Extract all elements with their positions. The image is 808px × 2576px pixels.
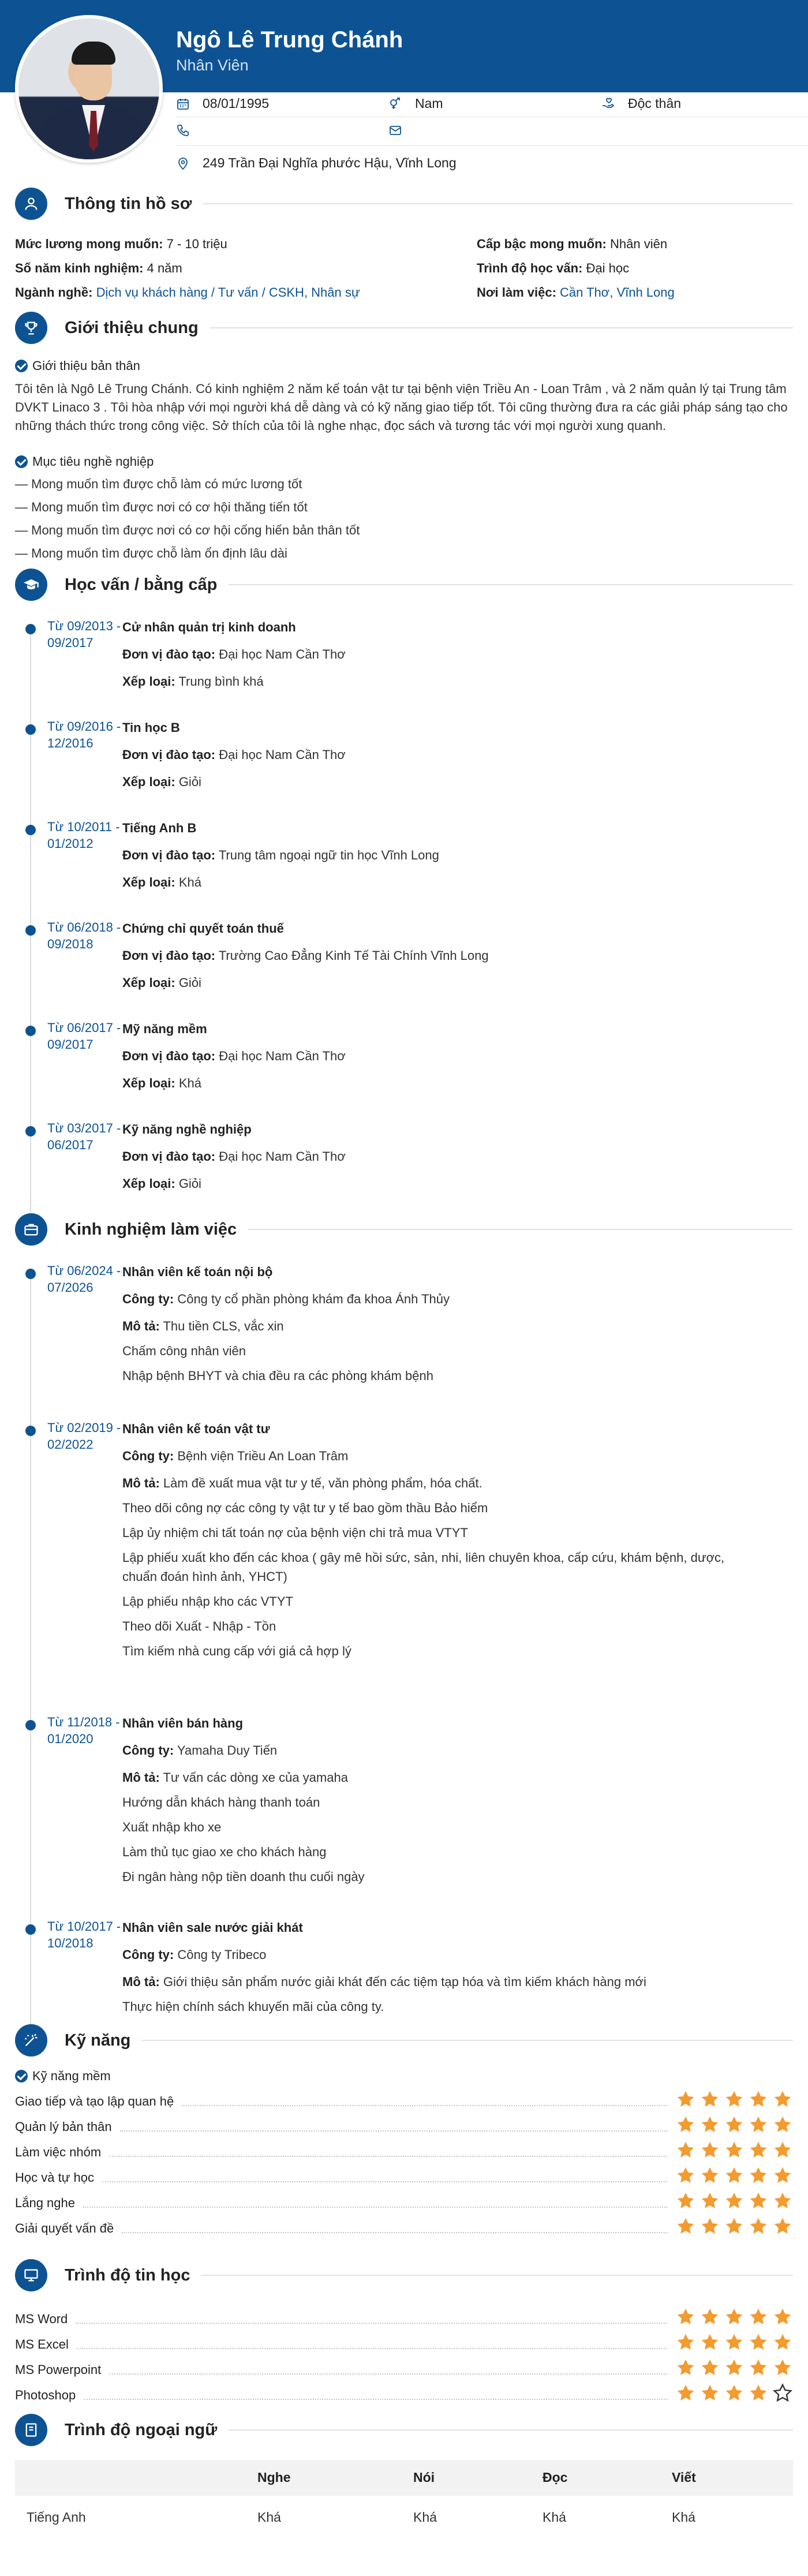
experience-body [122, 1919, 751, 2022]
candidate-name: Ngô Lê Trung Chánh [176, 27, 403, 53]
education-grade [122, 973, 751, 992]
level-field: Cấp bậc mong muốn: Nhân viên [477, 237, 668, 251]
field-value: Đại học Nam Cần Thơ [219, 747, 346, 762]
experience-task: Nhập bệnh BHYT và chia đều ra các phòng khám bệnh [122, 1368, 433, 1383]
briefcase-icon [15, 1213, 47, 1246]
timeline-dot [25, 624, 36, 634]
skill-name: Photoshop [15, 2388, 76, 2403]
email-icon [388, 124, 402, 137]
star-filled-icon [724, 2357, 745, 2378]
dotted-leader [102, 2181, 667, 2182]
star-filled-icon [675, 2190, 696, 2211]
field-value: Khá [178, 874, 201, 889]
star-filled-icon [699, 2357, 720, 2378]
education-grade [122, 772, 751, 791]
star-empty-icon [772, 2383, 793, 2403]
section-divider [203, 203, 793, 204]
star-filled-icon [699, 2383, 720, 2403]
education-timeline [15, 618, 793, 1221]
goal-item: — Mong muốn tìm được nơi có cơ hội cống hiến bản thân tốt [15, 521, 793, 540]
education-grade [122, 1174, 751, 1193]
experience-company [122, 1945, 751, 1964]
experience-body [122, 1420, 751, 1714]
field-label: Đơn vị đào tạo: [122, 1149, 216, 1164]
timeline-dot [25, 1126, 36, 1136]
education-unit [122, 645, 751, 664]
intro-section [15, 312, 793, 563]
star-filled-icon [748, 2114, 769, 2135]
star-filled-icon [772, 2140, 793, 2160]
experience-task: Theo dõi công nợ các công ty vật tư y tế bao gồm thầu Bảo hiểm [122, 1500, 488, 1515]
star-filled-icon [675, 2165, 696, 2186]
field-value: Công ty Tribeco [177, 1947, 267, 1962]
star-filled-icon [699, 2190, 720, 2211]
skill-name: MS Powerpoint [15, 2362, 102, 2377]
experience-title: Nhân viên kế toán vật tư [122, 1422, 270, 1436]
field-value: Đại học Nam Cần Thơ [219, 1048, 346, 1063]
table-header-cell: Đọc [531, 2460, 660, 2496]
section-divider [201, 2275, 793, 2276]
self-intro-heading: Giới thiệu bản thân [15, 357, 793, 375]
timeline-dot [25, 724, 36, 735]
birthday-text: 08/01/1995 [203, 96, 270, 111]
experience-timeline [15, 1263, 793, 2022]
star-filled-icon [772, 2114, 793, 2135]
education-date: Từ 09/2016 - 12/2016 [47, 719, 121, 750]
gender-info [388, 94, 443, 113]
education-title: Kỹ năng nghề nghiệp [122, 1122, 252, 1136]
workplace-field: Nơi làm việc: Cần Thơ, Vĩnh Long [477, 285, 675, 300]
timeline-dot [25, 1720, 36, 1730]
experience-item [15, 1263, 793, 1420]
education-grade [122, 873, 751, 892]
experience-date: Từ 11/2018 - 01/2020 [47, 1715, 120, 1746]
star-filled-icon [724, 2216, 745, 2237]
table-header-cell [15, 2460, 246, 2496]
user-icon [15, 188, 47, 220]
education-date: Từ 10/2011 - 01/2012 [47, 820, 120, 851]
section-title: Kinh nghiệm làm việc [65, 1220, 237, 1239]
star-filled-icon [699, 2114, 720, 2135]
star-rating [675, 2216, 793, 2237]
star-filled-icon [699, 2089, 720, 2110]
dotted-leader [109, 2156, 667, 2157]
experience-task: Lập phiếu nhập kho các VTYT [122, 1594, 293, 1609]
field-label: Xếp loại: [122, 1176, 175, 1191]
section-divider [229, 584, 793, 585]
star-filled-icon [675, 2383, 696, 2403]
calendar-icon [176, 97, 190, 111]
check-icon [15, 455, 28, 468]
experience-task: Xuất nhập kho xe [122, 1819, 222, 1834]
skill-name: MS Word [15, 2312, 68, 2327]
experience-description [122, 1317, 751, 1336]
star-filled-icon [748, 2140, 769, 2160]
section-divider [248, 1229, 793, 1230]
star-rating [675, 2089, 793, 2110]
education-unit [122, 1046, 751, 1065]
section-title: Giới thiệu chung [65, 318, 199, 337]
birthday-info [176, 94, 269, 113]
star-filled-icon [772, 2089, 793, 2110]
star-filled-icon [675, 2357, 696, 2378]
experience-task: Thực hiện chính sách khuyến mãi của công ty. [122, 1999, 384, 2014]
education-body [122, 919, 751, 1020]
education-unit [122, 946, 751, 965]
experience-date: Từ 06/2024 - 07/2026 [47, 1263, 121, 1295]
education-unit [122, 846, 751, 865]
field-value: Đại học Nam Cần Thơ [219, 1149, 346, 1164]
experience-body [122, 1714, 751, 1919]
self-intro-text: Tôi tên là Ngô Lê Trung Chánh. Có kinh nghiệm 2 năm kế toán vật tư tại bệnh viện Triều An - Loan Trâm , và 2 năm quản lý tại Trung tâm DVKT Linaco 3 . Tôi hòa nhập với mọi người khá dễ dàng và có kỹ năng giao tiếp tốt. Tôi cũng thường đưa ra các giải pháp sáng tạo cho những thách thức trong công việc. Sở thích của tôi là nghe nhạc, đọc sách và tương tác với mọi người xung quanh. [15, 381, 788, 433]
star-filled-icon [748, 2216, 769, 2237]
education-item [15, 719, 793, 819]
star-filled-icon [724, 2114, 745, 2135]
field-value: Thu tiền CLS, vắc xin [163, 1318, 284, 1333]
section-divider [142, 2040, 793, 2041]
experience-task: Hướng dẫn khách hàng thanh toán [122, 1794, 320, 1809]
skill-name: Quản lý bản thân [15, 2119, 112, 2134]
education-date: Từ 03/2017 - 06/2017 [47, 1121, 121, 1152]
field-label: Đơn vị đào tạo: [122, 847, 216, 862]
field-label: Công ty: [122, 1448, 174, 1463]
star-filled-icon [675, 2216, 696, 2237]
star-filled-icon [724, 2383, 745, 2403]
address-text: 249 Trần Đại Nghĩa phước Hậu, Vĩnh Long [203, 155, 457, 170]
section-title: Kỹ năng [65, 2031, 131, 2050]
star-rating [675, 2114, 793, 2135]
star-filled-icon [699, 2165, 720, 2186]
book-icon [15, 2414, 47, 2446]
soft-skills-heading: Kỹ năng mềm [15, 2067, 793, 2085]
industry-field: Ngành nghề: Dịch vụ khách hàng / Tư vấn / CSKH, Nhân sự [15, 285, 360, 300]
field-value: Giỏi [178, 975, 201, 990]
profile-section [15, 188, 793, 302]
field-label: Mô tả: [122, 1318, 160, 1333]
table-cell: Khá [257, 2510, 281, 2525]
education-body [122, 1020, 751, 1120]
experience-item [15, 1714, 793, 1919]
field-value: Tư vấn các dòng xe của yamaha [163, 1770, 348, 1785]
star-filled-icon [772, 2357, 793, 2378]
experience-section [15, 1213, 793, 2022]
field-value: Làm đề xuất mua vật tư y tế, văn phòng phẩm, hóa chất. [163, 1475, 482, 1490]
star-rating [675, 2306, 793, 2327]
check-icon [15, 2070, 28, 2083]
goal-item: — Mong muốn tìm được nơi có cơ hội thăng tiến tốt [15, 498, 793, 517]
education-title: Tin học B [122, 720, 180, 735]
avatar [15, 15, 163, 163]
star-filled-icon [699, 2216, 720, 2237]
experience-description [122, 1972, 751, 1991]
magic-wand-icon [15, 2024, 47, 2057]
star-filled-icon [772, 2216, 793, 2237]
experience-years-field: Số năm kinh nghiệm: 4 năm [15, 260, 182, 275]
experience-date: Từ 02/2019 - 02/2022 [47, 1420, 121, 1452]
skill-row [15, 2379, 793, 2405]
field-label: Mô tả: [122, 1475, 160, 1490]
skill-row [15, 2328, 793, 2354]
field-label: Mô tả: [122, 1974, 160, 1989]
timeline-dot [25, 1026, 36, 1036]
star-filled-icon [724, 2332, 745, 2353]
field-value: Trung bình khá [178, 674, 264, 689]
it-section [15, 2259, 793, 2405]
experience-task: Theo dõi Xuất - Nhập - Tồn [122, 1618, 276, 1633]
section-title: Học vấn / bằng cấp [65, 575, 218, 594]
experience-company [122, 1446, 751, 1465]
salary-field: Mức lương mong muốn: 7 - 10 triệu [15, 237, 227, 251]
experience-title: Nhân viên bán hàng [122, 1716, 244, 1730]
experience-task: Làm thủ tục giao xe cho khách hàng [122, 1844, 327, 1859]
star-filled-icon [748, 2165, 769, 2186]
field-value: Trường Cao Đẳng Kinh Tế Tài Chính Vĩnh Long [218, 948, 489, 963]
experience-body [122, 1263, 751, 1420]
table-row [15, 2496, 793, 2540]
education-grade [122, 1074, 751, 1093]
star-rating [675, 2383, 793, 2403]
table-header-cell: Viết [660, 2460, 793, 2496]
experience-description [122, 1474, 751, 1493]
timeline-dot [25, 925, 36, 936]
education-unit [122, 1147, 751, 1166]
address-info [176, 154, 457, 173]
skill-row [15, 2111, 793, 2136]
candidate-position: Nhân Viên [176, 57, 249, 74]
education-item [15, 819, 793, 919]
industry-link[interactable]: Dịch vụ khách hàng / Tư vấn / CSKH, Nhân sự [96, 285, 360, 300]
star-filled-icon [748, 2332, 769, 2353]
skill-name: Làm việc nhóm [15, 2145, 102, 2159]
education-title: Mỹ năng mềm [122, 1022, 207, 1036]
star-filled-icon [748, 2357, 769, 2378]
location-pin-icon [176, 156, 190, 170]
star-rating [675, 2190, 793, 2211]
field-label: Xếp loại: [122, 674, 175, 689]
education-item [15, 1120, 793, 1221]
star-filled-icon [675, 2332, 696, 2353]
skill-name: Lắng nghe [15, 2196, 75, 2210]
computer-icon [15, 2259, 47, 2291]
trophy-icon [15, 312, 47, 344]
skill-name: Giải quyết vấn đề [15, 2221, 114, 2235]
timeline-dot [25, 1426, 36, 1436]
field-label: Xếp loại: [122, 1075, 175, 1090]
section-title: Trình độ tin học [65, 2265, 190, 2285]
star-filled-icon [675, 2089, 696, 2110]
skill-row [15, 2187, 793, 2212]
experience-task: Chấm công nhân viên [122, 1343, 246, 1358]
skill-row [15, 2136, 793, 2162]
field-value: Giới thiệu sản phẩm nước giải khát đến các tiệm tạp hóa và tìm kiếm khách hàng mới [163, 1974, 646, 1989]
table-cell: Khá [672, 2510, 695, 2525]
education-date: Từ 06/2018 - 09/2018 [47, 920, 121, 951]
hand-heart-icon [601, 97, 615, 111]
table-cell: Khá [543, 2510, 566, 2525]
dotted-leader [120, 2130, 667, 2132]
table-header-cell: Nói [402, 2460, 531, 2496]
experience-task: Lập phiếu xuất kho đến các khoa ( gây mê hồi sức, sản, nhi, liên chuyên khoa, cấp cứu, khám bệnh, dược, chuẩn đoán hình ảnh, YHCT) [122, 1550, 725, 1584]
dotted-leader [77, 2348, 667, 2349]
education-body [122, 719, 751, 819]
field-label: Mô tả: [122, 1770, 160, 1785]
dotted-leader [76, 2323, 667, 2324]
star-filled-icon [699, 2140, 720, 2160]
table-cell: Khá [413, 2510, 437, 2525]
experience-task: Tìm kiếm nhà cung cấp với giá cả hợp lý [122, 1643, 351, 1658]
check-icon [15, 360, 28, 372]
star-filled-icon [748, 2089, 769, 2110]
field-value: Yamaha Duy Tiến [177, 1743, 278, 1758]
education-unit [122, 745, 751, 764]
table-header-row [15, 2460, 793, 2496]
field-label: Công ty: [122, 1947, 174, 1962]
section-divider [210, 327, 793, 328]
star-filled-icon [772, 2190, 793, 2211]
skill-name: MS Excel [15, 2337, 69, 2352]
star-rating [675, 2165, 793, 2186]
star-filled-icon [748, 2306, 769, 2327]
language-table [15, 2460, 793, 2540]
star-filled-icon [699, 2332, 720, 2353]
field-label: Đơn vị đào tạo: [122, 948, 216, 963]
marital-info [601, 94, 681, 113]
experience-description [122, 1768, 751, 1787]
timeline-dot [25, 1924, 36, 1935]
timeline-dot [25, 825, 36, 835]
skill-row [15, 2212, 793, 2238]
education-grade [122, 672, 751, 691]
dotted-leader [122, 2232, 667, 2233]
field-label: Xếp loại: [122, 874, 175, 889]
star-filled-icon [772, 2165, 793, 2186]
field-label: Công ty: [122, 1291, 174, 1306]
gender-icon [388, 97, 402, 111]
it-skill-list [15, 2303, 793, 2405]
timeline-dot [25, 1269, 36, 1279]
skills-section [15, 2024, 793, 2238]
goal-item: — Mong muốn tìm được chỗ làm có mức lương tốt [15, 475, 793, 493]
field-label: Xếp loại: [122, 975, 175, 990]
email-info [388, 124, 415, 137]
education-title: Tiếng Anh B [122, 821, 197, 835]
cv-header [0, 0, 808, 190]
star-filled-icon [748, 2190, 769, 2211]
education-title: Chứng chỉ quyết toán thuế [122, 921, 284, 936]
field-label: Đơn vị đào tạo: [122, 1048, 216, 1063]
skill-list [15, 2085, 793, 2238]
experience-task: Đi ngân hàng nộp tiền doanh thu cuối ngày [122, 1869, 365, 1884]
experience-item [15, 1420, 793, 1714]
star-filled-icon [772, 2306, 793, 2327]
star-filled-icon [724, 2089, 745, 2110]
star-filled-icon [724, 2165, 745, 2186]
skill-row [15, 2354, 793, 2379]
dotted-leader [182, 2105, 667, 2106]
education-body [122, 618, 751, 719]
language-section [15, 2414, 793, 2540]
star-filled-icon [699, 2306, 720, 2327]
field-value: Trung tâm ngoại ngữ tin học Vĩnh Long [218, 847, 439, 862]
section-title: Trình độ ngoại ngữ [65, 2420, 218, 2439]
experience-item [15, 1919, 793, 2022]
table-header-cell: Nghe [246, 2460, 402, 2496]
experience-task: Lập ủy nhiệm chi tất toán nợ của bệnh viện chi trả mua VTYT [122, 1525, 468, 1540]
skill-row [15, 2085, 793, 2111]
field-value: Giỏi [178, 1176, 201, 1191]
star-rating [675, 2140, 793, 2160]
section-title: Thông tin hồ sơ [65, 194, 192, 213]
star-filled-icon [724, 2190, 745, 2211]
education-item [15, 618, 793, 719]
phone-info [176, 124, 203, 137]
goal-item: — Mong muốn tìm được chỗ làm ổn định lâu dài [15, 544, 793, 563]
field-label: Đơn vị đào tạo: [122, 646, 216, 661]
field-value: Công ty cổ phần phòng khám đa khoa Ánh Thủy [177, 1291, 450, 1306]
dotted-leader [83, 2207, 667, 2208]
workplace-link[interactable]: Cần Thơ, Vĩnh Long [560, 285, 675, 300]
star-filled-icon [675, 2114, 696, 2135]
skill-name: Giao tiếp và tạo lập quan hệ [15, 2094, 174, 2108]
star-filled-icon [724, 2306, 745, 2327]
field-value: Bệnh viện Triều An Loan Trâm [177, 1448, 349, 1463]
star-rating [675, 2332, 793, 2353]
experience-company [122, 1289, 751, 1308]
phone-icon [176, 124, 190, 137]
experience-company [122, 1741, 751, 1760]
field-value: Giỏi [178, 774, 201, 789]
field-value: Đại học Nam Cần Thơ [219, 646, 346, 661]
career-goal-heading: Mục tiêu nghề nghiệp [15, 453, 793, 471]
field-label: Xếp loại: [122, 774, 175, 789]
star-filled-icon [772, 2332, 793, 2353]
field-value: Khá [178, 1075, 201, 1090]
star-filled-icon [675, 2306, 696, 2327]
education-date: Từ 06/2017 - 09/2017 [47, 1020, 121, 1052]
star-filled-icon [748, 2383, 769, 2403]
experience-title: Nhân viên sale nước giải khát [122, 1920, 303, 1935]
header-divider [176, 145, 808, 146]
education-body [122, 819, 751, 919]
table-cell: Tiếng Anh [27, 2510, 86, 2525]
skill-row [15, 2162, 793, 2187]
education-title: Cử nhân quản trị kinh doanh [122, 620, 296, 634]
dotted-leader [109, 2373, 667, 2375]
star-filled-icon [724, 2140, 745, 2160]
gender-text: Nam [415, 96, 443, 111]
education-date: Từ 09/2013 - 09/2017 [47, 619, 121, 650]
graduation-cap-icon [15, 569, 47, 601]
marital-text: Độc thân [628, 96, 682, 111]
education-item [15, 919, 793, 1020]
dotted-leader [84, 2399, 667, 2400]
skill-row [15, 2303, 793, 2328]
skill-name: Học và tự học [15, 2170, 95, 2185]
education-level-field: Trình độ học vấn: Đại học [477, 260, 630, 275]
education-body [122, 1120, 751, 1221]
education-section [15, 569, 793, 1221]
field-label: Công ty: [122, 1743, 174, 1758]
field-label: Đơn vị đào tạo: [122, 747, 216, 762]
education-item [15, 1020, 793, 1120]
star-rating [675, 2357, 793, 2378]
experience-date: Từ 10/2017 - 10/2018 [47, 1919, 121, 1950]
star-filled-icon [675, 2140, 696, 2160]
section-divider [229, 2429, 793, 2431]
experience-title: Nhân viên kế toán nội bộ [122, 1265, 273, 1279]
